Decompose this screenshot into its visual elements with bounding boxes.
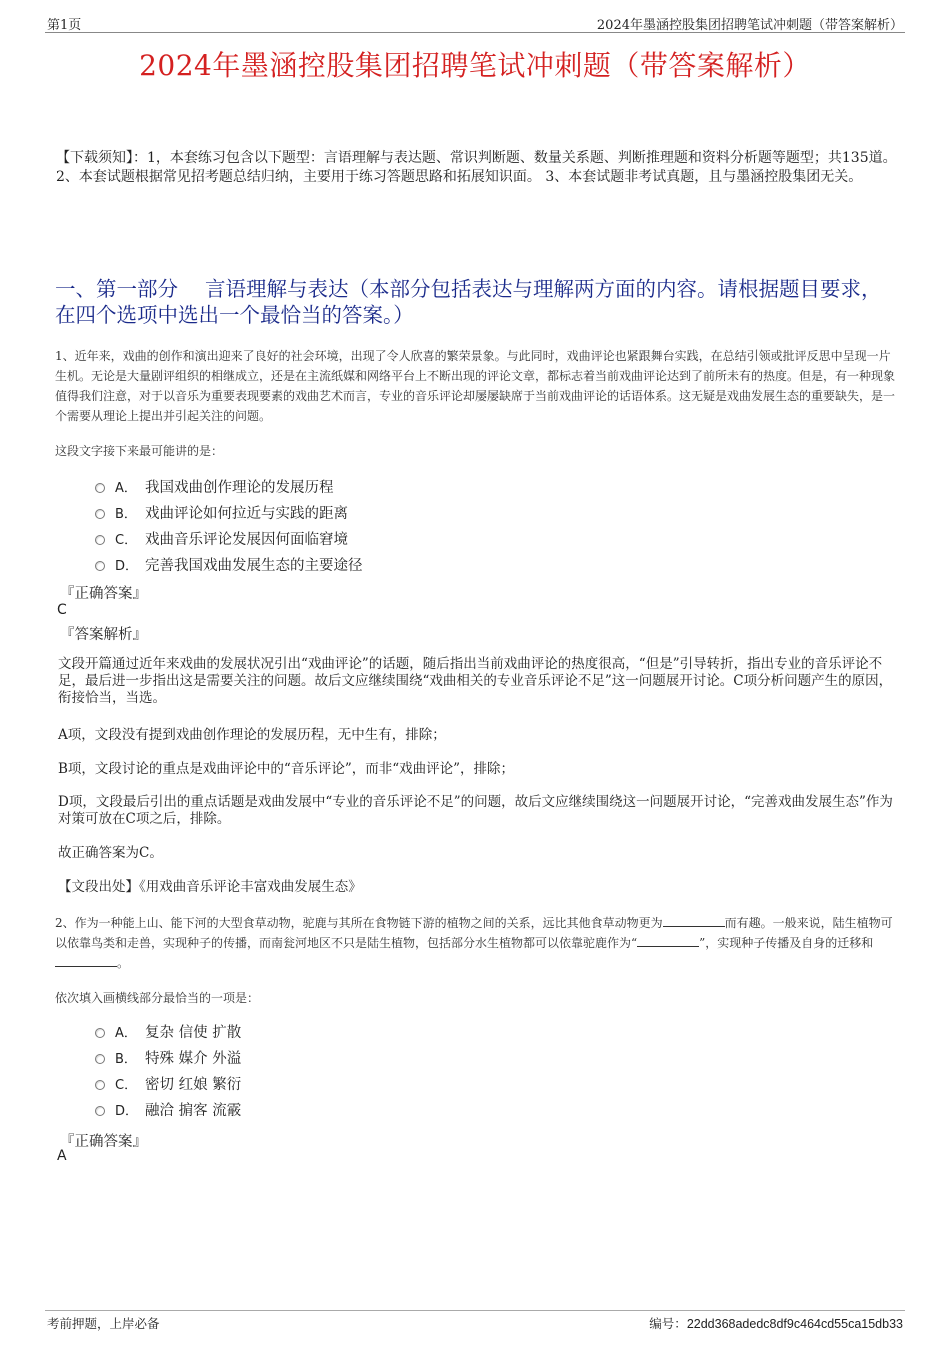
- question-2-text: 2、作为一种能上山、能下河的大型食草动物，驼鹿与其所在食物链下游的植物之间的关系，远比其他食草动物更为 而有趣。一般来说，陆生植物可以依靠鸟类和走兽，实现种子的传播，而南瓮河地区不只是陆生植物，包括部分水生植物都可以依靠驼鹿作为“ ”，实现种子传播及自身的迁移和。: [55, 916, 893, 970]
- analysis-label: 『答案解析』: [60, 627, 147, 643]
- radio-icon[interactable]: [95, 509, 105, 519]
- fill-blank: [637, 935, 699, 947]
- analysis-paragraph: D项，文段最后引出的重点话题是戏曲发展中“专业的音乐评论不足”的问题，故后文应继续围绕这一问题展开讨论，“完善戏曲发展生态”作为对策可放在C项之后，排除。: [58, 794, 893, 827]
- page-number: 第1页: [47, 18, 82, 33]
- page-header: [45, 14, 905, 33]
- radio-icon[interactable]: [95, 1080, 105, 1090]
- radio-icon[interactable]: [95, 561, 105, 571]
- option-c[interactable]: C． 戏曲音乐评论发展因何面临窘境: [95, 525, 363, 551]
- option-c[interactable]: C． 密切 红娘 繁衍: [95, 1070, 241, 1096]
- question-1-options: [95, 473, 363, 577]
- radio-icon[interactable]: [95, 483, 105, 493]
- analysis-paragraph: B项，文段讨论的重点是戏曲评论中的“音乐评论”，而非“戏曲评论”，排除；: [58, 761, 515, 777]
- option-d[interactable]: D． 融洽 掮客 流霰: [95, 1096, 241, 1122]
- page-footer: [45, 1310, 905, 1331]
- footer-slogan: 考前押题，上岸必备: [47, 1316, 160, 1331]
- radio-icon[interactable]: [95, 1106, 105, 1116]
- fill-blank: [663, 915, 725, 927]
- correct-answer: C: [57, 602, 67, 618]
- radio-icon[interactable]: [95, 535, 105, 545]
- option-b[interactable]: B． 戏曲评论如何拉近与实践的距离: [95, 499, 363, 525]
- radio-icon[interactable]: [95, 1028, 105, 1038]
- footer-code: 编号：22dd368adedc8df9c464cd55ca15db33: [649, 1316, 903, 1331]
- text-source: 【文段出处】《用戏曲音乐评论丰富戏曲发展生态》: [58, 879, 362, 895]
- download-notice: 【下载须知】：1，本套练习包含以下题型：言语理解与表达题、常识判断题、数量关系题、判断推理题和资料分析题等题型；共135道。 2、本套试题根据常见招考题总结归纳，主要用于练习答题思路和拓展知识面。 3、本套试题非考试真题，且与墨涵控股集团无关。: [56, 150, 897, 185]
- analysis-paragraph: 文段开篇通过近年来戏曲的发展状况引出“戏曲评论”的话题，随后指出当前戏曲评论的热度很高，“但是”引导转折，指出专业的音乐评论不足，最后进一步指出这是需要关注的问题。故后文应继续围绕“戏曲相关的专业音乐评论不足”这一问题展开讨论。C项分析问题产生的原因，衔接恰当，当选。: [58, 656, 893, 706]
- radio-icon[interactable]: [95, 1054, 105, 1064]
- document-title: 2024年墨涵控股集团招聘笔试冲刺题（带答案解析）: [139, 49, 811, 82]
- option-d[interactable]: D． 完善我国戏曲发展生态的主要途径: [95, 551, 363, 577]
- option-b[interactable]: B． 特殊 媒介 外溢: [95, 1044, 241, 1070]
- option-a[interactable]: A． 复杂 信使 扩散: [95, 1018, 241, 1044]
- section-heading: 一、第一部分 言语理解与表达（本部分包括表达与理解两方面的内容。请根据题目要求，在四个选项中选出一个最恰当的答案。）: [55, 277, 882, 327]
- analysis-paragraph: 故正确答案为C。: [58, 845, 163, 861]
- analysis-paragraph: A项，文段没有提到戏曲创作理论的发展历程，无中生有，排除；: [58, 727, 446, 743]
- question-2-options: [95, 1018, 241, 1122]
- fill-blank: [55, 955, 117, 967]
- correct-answer: A: [57, 1148, 67, 1164]
- question-1-text: 1、近年来，戏曲的创作和演出迎来了良好的社会环境，出现了令人欣喜的繁荣景象。与此同时，戏曲评论也紧跟舞台实践，在总结引领或批评反思中呈现一片生机。无论是大量剧评组织的相继成立，还是在主流纸媒和网络平台上不断出现的评论文章，都标志着当前戏曲评论达到了前所未有的热度。但是，有一种现象值得我们注意，对于以音乐为重要表现要素的戏曲艺术而言，专业的音乐评论却屡屡缺席于当前戏曲评论的话语体系。这无疑是戏曲发展生态的重要缺失，是一个需要从理论上提出并引起关注的问题。: [55, 349, 896, 423]
- header-doc-title: 2024年墨涵控股集团招聘笔试冲刺题（带答案解析）: [596, 18, 903, 33]
- question-2-prompt: 依次填入画横线部分最恰当的一项是：: [55, 991, 260, 1005]
- correct-answer-label: 『正确答案』: [60, 586, 147, 602]
- question-1-prompt: 这段文字接下来最可能讲的是：: [55, 444, 224, 458]
- correct-answer-label: 『正确答案』: [60, 1134, 147, 1150]
- option-a[interactable]: A． 我国戏曲创作理论的发展历程: [95, 473, 363, 499]
